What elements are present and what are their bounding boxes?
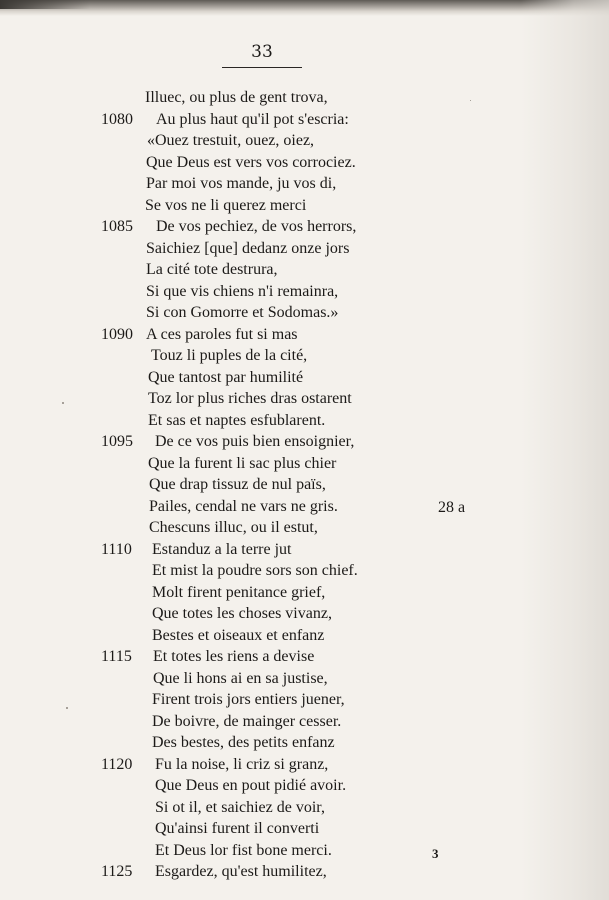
verse-line xyxy=(0,539,609,560)
verse-line xyxy=(0,560,609,581)
verse-line-text: Si que vis chiens n'i remainra, xyxy=(146,282,339,300)
margin-folio-note: 28 a xyxy=(438,499,466,516)
verse-line-text: Que Deus est vers vos corrociez. xyxy=(146,153,356,171)
verse-line xyxy=(0,496,609,517)
line-number: 1085 xyxy=(101,218,133,235)
verse-line-text: Chescuns illuc, ou il estut, xyxy=(149,519,318,536)
verse-line xyxy=(0,775,609,796)
verse-line xyxy=(0,431,609,452)
line-number: 1110 xyxy=(101,540,132,558)
verse-line xyxy=(0,582,609,603)
verse-line-text: De vos pechiez, de vos herrors, xyxy=(156,218,357,235)
verse-line xyxy=(0,861,609,882)
verse-line-text: Et Deus lor fist bone merci. xyxy=(155,841,332,859)
verse-line xyxy=(0,345,609,366)
verse-line-text: Firent trois jors entiers juener, xyxy=(152,691,345,708)
verse-line xyxy=(0,173,609,194)
verse-line xyxy=(0,195,609,216)
verse-line-text: De boivre, de mainger cesser. xyxy=(152,712,342,730)
verse-line-text: Par moi vos mande, ju vos di, xyxy=(146,175,337,192)
line-number: 1090 xyxy=(101,325,133,343)
scan-speck xyxy=(62,402,64,404)
verse-line-text: Estanduz a la terre jut xyxy=(152,540,292,558)
verse-line xyxy=(0,259,609,280)
verse-line-text: Si ot il, et saichiez de voir, xyxy=(155,798,325,816)
verse-line xyxy=(0,646,609,667)
verse-line-text: Que totes les choses vivanz, xyxy=(152,605,332,622)
verse-line xyxy=(0,130,609,151)
verse-line-text: Au plus haut qu'il pot s'escria: xyxy=(156,110,349,128)
verse-line xyxy=(0,517,609,538)
page-number: 33 xyxy=(251,42,273,62)
scan-speck xyxy=(470,100,471,101)
verse-line-text: Se vos ne li querez merci xyxy=(145,196,307,214)
scan-top-shadow xyxy=(0,0,609,16)
signature-mark: 3 xyxy=(432,846,439,861)
verse-line xyxy=(0,302,609,323)
verse-line xyxy=(0,152,609,173)
verse-line xyxy=(0,732,609,753)
line-number: 1095 xyxy=(101,433,133,450)
verse-line-text: Si con Gomorre et Sodomas.» xyxy=(146,304,339,321)
verse-line xyxy=(0,711,609,732)
verse-line xyxy=(0,840,609,861)
page-number-rule xyxy=(222,67,302,68)
verse-line xyxy=(0,689,609,710)
verse-line-text: Que li hons ai en sa justise, xyxy=(153,669,328,687)
verse-line xyxy=(0,238,609,259)
verse-line-text: Touz li puples de la cité, xyxy=(151,347,308,364)
verse-line-text: A ces paroles fut si mas xyxy=(146,325,298,343)
verse-line-text: «Ouez trestuit, ouez, oiez, xyxy=(147,132,315,149)
verse-line xyxy=(0,388,609,409)
verse-line xyxy=(0,818,609,839)
verse-line-text: Et mist la poudre sors son chief. xyxy=(152,562,358,579)
verse-line-text: Fu la noise, li criz si granz, xyxy=(155,755,329,773)
verse-line-text: Pailes, cendal ne vars ne gris. xyxy=(149,497,338,515)
scan-top-corner-shadow xyxy=(0,0,90,9)
verse-line xyxy=(0,216,609,237)
verse-line-text: Que la furent li sac plus chier xyxy=(148,454,337,472)
verse-line-text: Des bestes, des petits enfanz xyxy=(152,734,335,751)
line-number: 1080 xyxy=(101,110,133,128)
verse-line-text: Esgardez, qu'est humilitez, xyxy=(155,863,327,880)
verse-line xyxy=(0,474,609,495)
verse-line xyxy=(0,367,609,388)
verse-line-text: Saichiez [que] dedanz onze jors xyxy=(146,239,350,257)
verse-line-text: Et sas et naptes esfublarent. xyxy=(148,411,326,429)
verse-line-text: Molt firent penitance grief, xyxy=(152,583,326,601)
verse-line xyxy=(0,668,609,689)
verse-line-text: La cité tote destrura, xyxy=(146,261,278,278)
verse-line xyxy=(0,281,609,302)
verse-line xyxy=(0,625,609,646)
line-number: 1120 xyxy=(101,755,133,773)
verse-line xyxy=(0,603,609,624)
verse-line-text: De ce vos puis bien ensoignier, xyxy=(155,433,355,450)
verse-line-text: Que tantost par humilité xyxy=(148,368,304,386)
line-number: 1125 xyxy=(101,863,133,880)
verse-line xyxy=(0,453,609,474)
verse-line-text: Qu'ainsi furent il converti xyxy=(155,820,320,837)
scan-speck xyxy=(66,707,68,709)
verse-line xyxy=(0,797,609,818)
verse-line-text: Illuec, ou plus de gent trova, xyxy=(145,89,328,106)
verse-line-text: Toz lor plus riches dras ostarent xyxy=(148,390,352,407)
verse-line xyxy=(0,410,609,431)
line-number: 1115 xyxy=(101,648,132,665)
verse-line xyxy=(0,754,609,775)
verse-line-text: Que Deus en pout pidié avoir. xyxy=(155,777,347,794)
verse-line xyxy=(0,87,609,108)
verse-line xyxy=(0,324,609,345)
verse-line-text: Et totes les riens a devise xyxy=(153,648,315,665)
verse-line-text: Bestes et oiseaux et enfanz xyxy=(152,626,325,644)
verse-line-text: Que drap tissuz de nul païs, xyxy=(149,476,326,493)
verse-line xyxy=(0,109,609,130)
